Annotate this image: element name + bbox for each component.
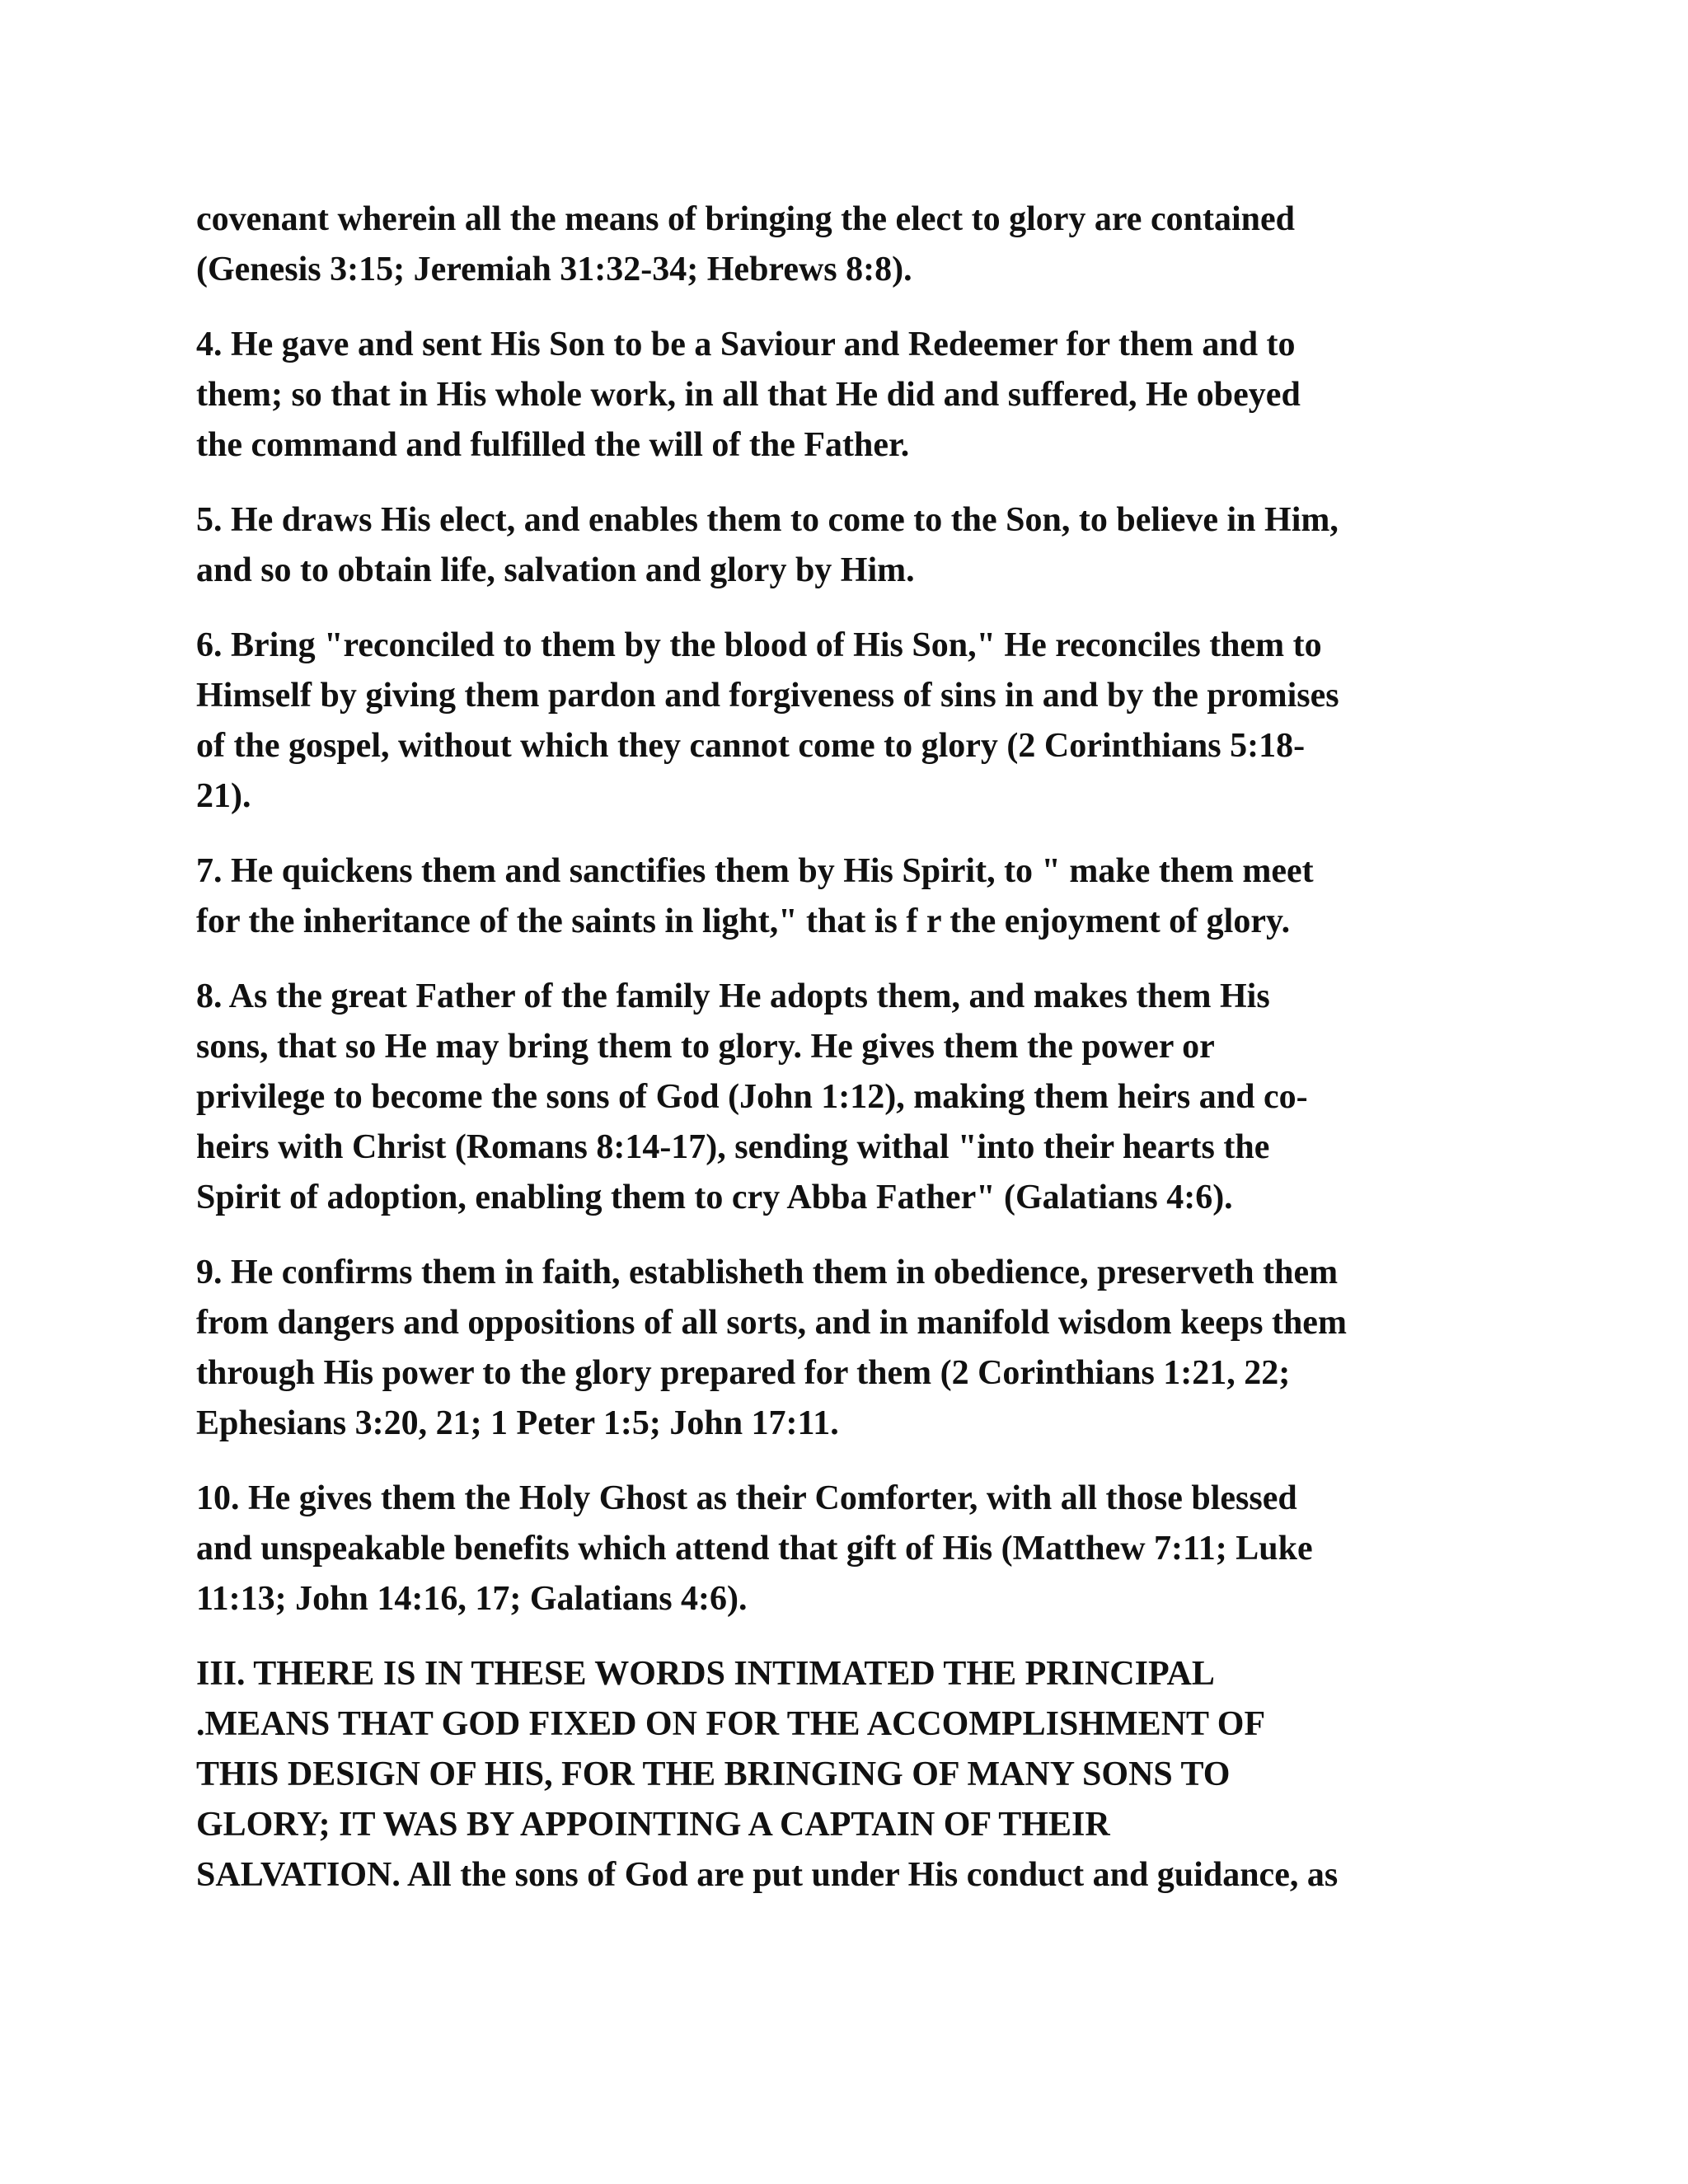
paragraph-point-8 bbox=[196, 972, 1515, 1223]
text-line: from dangers and oppositions of all sorts, and in manifold wisdom keeps them bbox=[196, 1304, 1347, 1342]
text-line: 10. He gives them the Holy Ghost as their Comforter, with all those blessed bbox=[196, 1479, 1297, 1517]
text-line: 21). bbox=[196, 777, 251, 815]
text-line: 6. Bring "reconciled to them by the blood of His Son," He reconciles them to bbox=[196, 626, 1322, 664]
paragraph-point-10 bbox=[196, 1474, 1515, 1624]
text-line: through His power to the glory prepared for them (2 Corinthians 1:21, 22; bbox=[196, 1354, 1291, 1392]
paragraph-point-5 bbox=[196, 495, 1515, 596]
text-line: GLORY; IT WAS BY APPOINTING A CAPTAIN OF THEIR bbox=[196, 1806, 1110, 1844]
page-body-text bbox=[196, 194, 1515, 1925]
text-line: 8. As the great Father of the family He adopts them, and makes them His bbox=[196, 977, 1270, 1015]
text-line: 9. He confirms them in faith, establisheth them in obedience, preserveth them bbox=[196, 1254, 1339, 1291]
paragraph-point-9 bbox=[196, 1248, 1515, 1449]
text-line: .MEANS THAT GOD FIXED ON FOR THE ACCOMPLISHMENT OF bbox=[196, 1705, 1266, 1743]
text-line: Spirit of adoption, enabling them to cry Abba Father" (Galatians 4:6). bbox=[196, 1179, 1233, 1216]
text-line: them; so that in His whole work, in all that He did and suffered, He obeyed bbox=[196, 376, 1301, 414]
paragraph-section-iii bbox=[196, 1649, 1515, 1900]
text-line: heirs with Christ (Romans 8:14-17), sending withal "into their hearts the bbox=[196, 1128, 1270, 1166]
text-line: privilege to become the sons of God (John 1:12), making them heirs and co- bbox=[196, 1078, 1308, 1116]
paragraph-point-7 bbox=[196, 846, 1515, 947]
text-line: SALVATION. All the sons of God are put under His conduct and guidance, as bbox=[196, 1856, 1339, 1894]
text-line: THIS DESIGN OF HIS, FOR THE BRINGING OF MANY SONS TO bbox=[196, 1755, 1231, 1793]
text-line: covenant wherein all the means of bringing the elect to glory are contained bbox=[196, 200, 1295, 238]
text-line: 7. He quickens them and sanctifies them by His Spirit, to " make them meet bbox=[196, 852, 1314, 890]
text-line: and so to obtain life, salvation and glory by Him. bbox=[196, 551, 915, 589]
text-line: (Genesis 3:15; Jeremiah 31:32-34; Hebrews 8:8). bbox=[196, 251, 912, 288]
text-line: and unspeakable benefits which attend that gift of His (Matthew 7:11; Luke bbox=[196, 1530, 1313, 1568]
text-line: 11:13; John 14:16, 17; Galatians 4:6). bbox=[196, 1580, 748, 1618]
text-line: the command and fulfilled the will of the Father. bbox=[196, 426, 910, 464]
paragraph-point-6 bbox=[196, 621, 1515, 822]
paragraph-point-4 bbox=[196, 320, 1515, 471]
text-line: of the gospel, without which they cannot come to glory (2 Corinthians 5:18- bbox=[196, 727, 1306, 765]
text-line: 4. He gave and sent His Son to be a Saviour and Redeemer for them and to bbox=[196, 326, 1296, 363]
text-line: Himself by giving them pardon and forgiveness of sins in and by the promises bbox=[196, 677, 1339, 715]
text-line: III. THERE IS IN THESE WORDS INTIMATED THE PRINCIPAL bbox=[196, 1655, 1215, 1693]
text-line: sons, that so He may bring them to glory. He gives them the power or bbox=[196, 1028, 1215, 1066]
text-line: 5. He draws His elect, and enables them to come to the Son, to believe in Him, bbox=[196, 501, 1339, 539]
text-line: Ephesians 3:20, 21; 1 Peter 1:5; John 17:11. bbox=[196, 1404, 839, 1442]
paragraph-covenant bbox=[196, 194, 1515, 295]
text-line: for the inheritance of the saints in light," that is f r the enjoyment of glory. bbox=[196, 902, 1291, 940]
